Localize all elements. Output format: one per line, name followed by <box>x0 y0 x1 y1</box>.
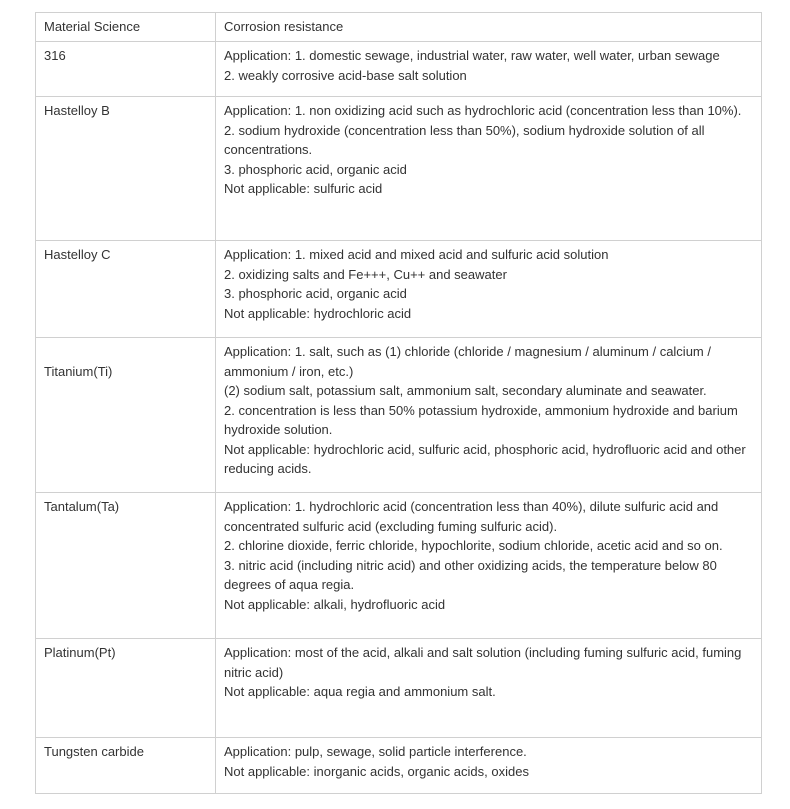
content-line: Not applicable: hydrochloric acid <box>224 305 412 321</box>
column-header-material-science: Material Science <box>36 13 216 42</box>
content-line: Application: 1. domestic sewage, industrial water, raw water, well water, urban sewage <box>224 48 720 63</box>
corrosion-cell <box>216 493 762 639</box>
content-line: 3. nitric acid (including nitric acid) and other oxidizing acids, the temperature below 80 degrees of aqua regia. <box>224 557 717 592</box>
content-line: Application: 1. salt, such as (1) chloride (chloride / magnesium / aluminum / calcium / ammonium / iron, etc.) <box>224 344 711 379</box>
material-cell: 316 <box>36 42 216 97</box>
table-row <box>36 493 762 639</box>
column-header-corrosion-resistance: Corrosion resistance <box>216 13 762 42</box>
table-row <box>36 42 762 97</box>
corrosion-resistance-table <box>35 12 762 794</box>
material-cell: Tantalum(Ta) <box>36 493 216 639</box>
material-cell: Titanium(Ti) <box>36 338 216 493</box>
content-line: 2. sodium hydroxide (concentration less than 50%), sodium hydroxide solution of all concentrations. <box>224 122 705 157</box>
content-line: Not applicable: alkali, hydrofluoric acid <box>224 596 446 612</box>
content-line: Not applicable: hydrochloric acid, sulfuric acid, phosphoric acid, hydrofluoric acid and other reducing acids. <box>224 441 746 476</box>
content-line: Not applicable: aqua regia and ammonium salt. <box>224 684 496 699</box>
content-line: 3. phosphoric acid, organic acid <box>224 161 407 177</box>
material-cell: Hastelloy B <box>36 97 216 241</box>
content-line: Application: most of the acid, alkali and salt solution (including fuming sulfuric acid, fuming nitric acid) <box>224 645 742 680</box>
content-line: 2. chlorine dioxide, ferric chloride, hypochlorite, sodium chloride, acetic acid and so on. <box>224 538 723 553</box>
material-cell: Platinum(Pt) <box>36 639 216 738</box>
corrosion-cell <box>216 738 762 794</box>
table-row <box>36 639 762 738</box>
corrosion-cell <box>216 42 762 97</box>
content-line: Application: 1. non oxidizing acid such as hydrochloric acid (concentration less than 10%). <box>224 103 742 118</box>
content-line: 2. weakly corrosive acid-base salt solution <box>224 67 467 83</box>
content-line: Application: pulp, sewage, solid particle interference. <box>224 744 527 759</box>
content-line: Not applicable: inorganic acids, organic acids, oxides <box>224 763 529 779</box>
corrosion-cell <box>216 241 762 338</box>
header-row <box>36 13 762 42</box>
material-cell: Hastelloy C <box>36 241 216 338</box>
corrosion-cell <box>216 639 762 738</box>
table-row <box>36 738 762 794</box>
material-cell: Tungsten carbide <box>36 738 216 794</box>
content-line: Not applicable: sulfuric acid <box>224 181 383 196</box>
corrosion-cell <box>216 338 762 493</box>
content-line: (2) sodium salt, potassium salt, ammonium salt, secondary aluminate and seawater. <box>224 383 707 398</box>
table-row <box>36 241 762 338</box>
table-row <box>36 338 762 493</box>
corrosion-cell <box>216 97 762 241</box>
content-line: 2. oxidizing salts and Fe+++, Cu++ and seawater <box>224 266 507 282</box>
table-body <box>36 42 762 794</box>
table-header <box>36 13 762 42</box>
content-line: Application: 1. mixed acid and mixed acid and sulfuric acid solution <box>224 247 609 262</box>
content-line: Application: 1. hydrochloric acid (concentration less than 40%), dilute sulfuric acid and concentrated sulfuric acid (excluding fuming sulfuric acid). <box>224 499 719 534</box>
table-row <box>36 97 762 241</box>
content-line: 3. phosphoric acid, organic acid <box>224 286 407 301</box>
content-line: 2. concentration is less than 50% potassium hydroxide, ammonium hydroxide and barium hydroxide solution. <box>224 402 738 437</box>
